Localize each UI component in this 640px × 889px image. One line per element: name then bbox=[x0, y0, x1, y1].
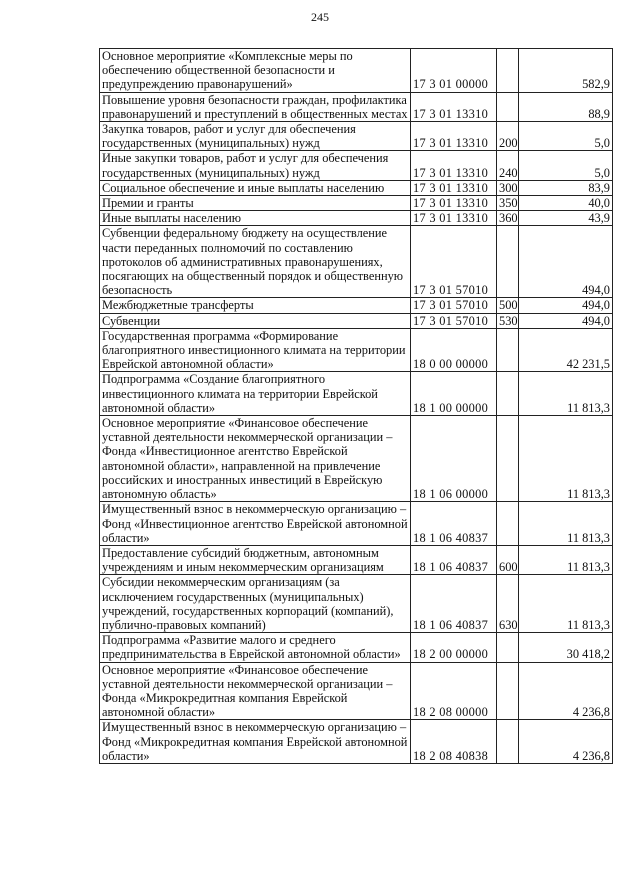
table-row bbox=[100, 298, 613, 313]
row-expense-type: 600 bbox=[497, 545, 519, 574]
row-expense-type bbox=[497, 328, 519, 372]
row-name: Основное мероприятие «Финансовое обеспечение уставной деятельности некоммерческой организации – Фонда «Инвестиционное агентство Еврейской автономной области», направленной на привлечение российских и иностранных инвестиций в Еврейскую автономную область» bbox=[100, 416, 411, 502]
row-code: 18 2 08 00000 bbox=[411, 662, 497, 720]
table-row bbox=[100, 226, 613, 298]
row-expense-type bbox=[497, 662, 519, 720]
row-amount: 40,0 bbox=[519, 196, 613, 211]
row-name: Основное мероприятие «Финансовое обеспечение уставной деятельности некоммерческой организации – Фонда «Микрокредитная компания Еврейской автономной области» bbox=[100, 662, 411, 720]
row-expense-type bbox=[497, 49, 519, 93]
table-row bbox=[100, 575, 613, 633]
row-expense-type: 500 bbox=[497, 298, 519, 313]
row-expense-type: 630 bbox=[497, 575, 519, 633]
row-amount: 494,0 bbox=[519, 313, 613, 328]
table-row bbox=[100, 633, 613, 662]
row-amount: 11 813,3 bbox=[519, 502, 613, 546]
row-amount: 88,9 bbox=[519, 92, 613, 121]
row-name: Подпрограмма «Создание благоприятного инвестиционного климата на территории Еврейской автономной области» bbox=[100, 372, 411, 416]
row-name: Имущественный взнос в некоммерческую организацию – Фонд «Инвестиционное агентство Еврейской автономной области» bbox=[100, 502, 411, 546]
page-number: 245 bbox=[311, 10, 329, 24]
row-code: 18 1 06 40837 bbox=[411, 545, 497, 574]
row-name: Повышение уровня безопасности граждан, профилактика правонарушений и преступлений в общественных местах bbox=[100, 92, 411, 121]
row-amount: 5,0 bbox=[519, 151, 613, 180]
row-code: 17 3 01 13310 bbox=[411, 180, 497, 195]
row-name: Субвенции федеральному бюджету на осуществление части переданных полномочий по составлению протоколов об административных правонарушениях, посягающих на общественный порядок и общественную безопасность bbox=[100, 226, 411, 298]
table-row bbox=[100, 328, 613, 372]
row-amount: 30 418,2 bbox=[519, 633, 613, 662]
budget-table bbox=[99, 48, 613, 764]
row-code: 17 3 01 00000 bbox=[411, 49, 497, 93]
row-amount: 11 813,3 bbox=[519, 575, 613, 633]
row-amount: 11 813,3 bbox=[519, 545, 613, 574]
row-expense-type bbox=[497, 372, 519, 416]
row-code: 17 3 01 13310 bbox=[411, 92, 497, 121]
row-expense-type bbox=[497, 416, 519, 502]
row-expense-type bbox=[497, 502, 519, 546]
row-expense-type: 360 bbox=[497, 211, 519, 226]
table-row bbox=[100, 502, 613, 546]
row-name: Иные выплаты населению bbox=[100, 211, 411, 226]
row-amount: 4 236,8 bbox=[519, 662, 613, 720]
row-code: 18 0 00 00000 bbox=[411, 328, 497, 372]
row-code: 18 1 06 40837 bbox=[411, 575, 497, 633]
row-amount: 582,9 bbox=[519, 49, 613, 93]
row-amount: 494,0 bbox=[519, 226, 613, 298]
row-name: Основное мероприятие «Комплексные меры по обеспечению общественной безопасности и предупреждению правонарушений» bbox=[100, 49, 411, 93]
table-row bbox=[100, 122, 613, 151]
row-amount: 42 231,5 bbox=[519, 328, 613, 372]
row-amount: 494,0 bbox=[519, 298, 613, 313]
row-code: 18 1 00 00000 bbox=[411, 372, 497, 416]
table-row bbox=[100, 151, 613, 180]
row-expense-type: 240 bbox=[497, 151, 519, 180]
row-expense-type bbox=[497, 720, 519, 764]
row-name: Социальное обеспечение и иные выплаты населению bbox=[100, 180, 411, 195]
table-row bbox=[100, 180, 613, 195]
row-name: Премии и гранты bbox=[100, 196, 411, 211]
row-code: 17 3 01 57010 bbox=[411, 226, 497, 298]
row-name: Государственная программа «Формирование благоприятного инвестиционного климата на территории Еврейской автономной области» bbox=[100, 328, 411, 372]
row-amount: 83,9 bbox=[519, 180, 613, 195]
row-name: Подпрограмма «Развитие малого и среднего предпринимательства в Еврейской автономной области» bbox=[100, 633, 411, 662]
row-code: 17 3 01 57010 bbox=[411, 298, 497, 313]
row-amount: 11 813,3 bbox=[519, 372, 613, 416]
row-code: 18 1 06 40837 bbox=[411, 502, 497, 546]
row-code: 17 3 01 13310 bbox=[411, 151, 497, 180]
row-expense-type bbox=[497, 226, 519, 298]
table-row bbox=[100, 211, 613, 226]
row-code: 17 3 01 13310 bbox=[411, 196, 497, 211]
row-amount: 11 813,3 bbox=[519, 416, 613, 502]
table-row bbox=[100, 545, 613, 574]
table-row bbox=[100, 372, 613, 416]
row-amount: 4 236,8 bbox=[519, 720, 613, 764]
table-row bbox=[100, 92, 613, 121]
row-code: 18 2 00 00000 bbox=[411, 633, 497, 662]
row-name: Субвенции bbox=[100, 313, 411, 328]
row-expense-type: 200 bbox=[497, 122, 519, 151]
row-name: Межбюджетные трансферты bbox=[100, 298, 411, 313]
table-row bbox=[100, 49, 613, 93]
row-name: Иные закупки товаров, работ и услуг для обеспечения государственных (муниципальных) нужд bbox=[100, 151, 411, 180]
table-row bbox=[100, 196, 613, 211]
row-name: Закупка товаров, работ и услуг для обеспечения государственных (муниципальных) нужд bbox=[100, 122, 411, 151]
row-code: 17 3 01 13310 bbox=[411, 211, 497, 226]
table-row bbox=[100, 720, 613, 764]
row-amount: 5,0 bbox=[519, 122, 613, 151]
table-row bbox=[100, 313, 613, 328]
row-name: Предоставление субсидий бюджетным, автономным учреждениям и иным некоммерческим организациям bbox=[100, 545, 411, 574]
row-expense-type: 530 bbox=[497, 313, 519, 328]
row-code: 17 3 01 57010 bbox=[411, 313, 497, 328]
table-row bbox=[100, 416, 613, 502]
row-name: Субсидии некоммерческим организациям (за исключением государственных (муниципальных) учреждений, государственных корпораций (компаний), публично-правовых компаний) bbox=[100, 575, 411, 633]
row-expense-type bbox=[497, 92, 519, 121]
row-expense-type: 300 bbox=[497, 180, 519, 195]
row-expense-type: 350 bbox=[497, 196, 519, 211]
table-row bbox=[100, 662, 613, 720]
row-code: 18 1 06 00000 bbox=[411, 416, 497, 502]
row-code: 17 3 01 13310 bbox=[411, 122, 497, 151]
row-amount: 43,9 bbox=[519, 211, 613, 226]
row-code: 18 2 08 40838 bbox=[411, 720, 497, 764]
row-name: Имущественный взнос в некоммерческую организацию – Фонд «Микрокредитная компания Еврейской автономной области» bbox=[100, 720, 411, 764]
row-expense-type bbox=[497, 633, 519, 662]
